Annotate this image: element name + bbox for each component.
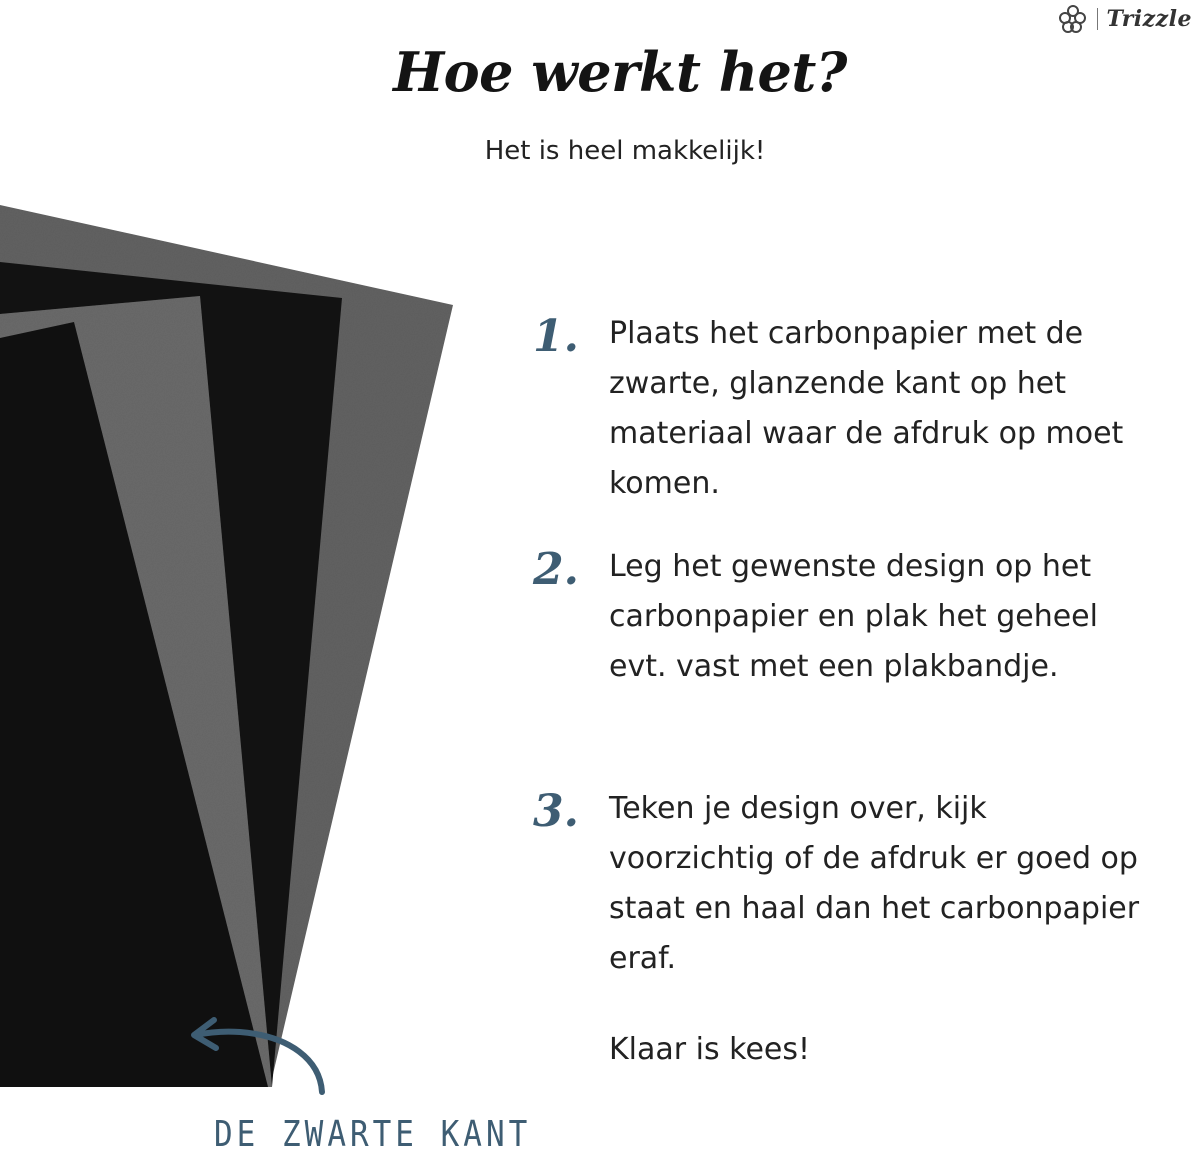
black-side-caption: DE ZWARTE KANT [214,1114,532,1156]
step-text: Plaats het carbonpapier met de zwarte, glanzende kant op het materiaal waar de afdruk op moet komen. [609,316,1124,501]
step-number: 2. [533,544,579,595]
step-3 [533,786,1153,984]
flower-logo-icon [1057,3,1089,35]
step-number: 3. [533,786,579,837]
step-2 [533,544,1153,692]
brand-logo [1057,2,1192,36]
page-subtitle: Het is heel makkelijk! [484,136,766,166]
curved-arrow-icon [180,1000,340,1100]
step-number: 1. [533,311,579,362]
page-title: Hoe werkt het? [393,40,847,104]
logo-divider [1097,8,1098,30]
brand-name: Trizzle [1106,6,1192,32]
step-text: Teken je design over, kijk voorzichtig of de afdruk er goed op staat en haal dan het carbonpapier eraf. [609,791,1140,976]
step-1 [533,311,1153,509]
step-text: Leg het gewenste design op het carbonpapier en plak het geheel evt. vast met een plakbandje. [609,549,1098,684]
closing-text: Klaar is kees! [609,1032,811,1067]
carbon-paper-sheets-image [0,0,470,1100]
